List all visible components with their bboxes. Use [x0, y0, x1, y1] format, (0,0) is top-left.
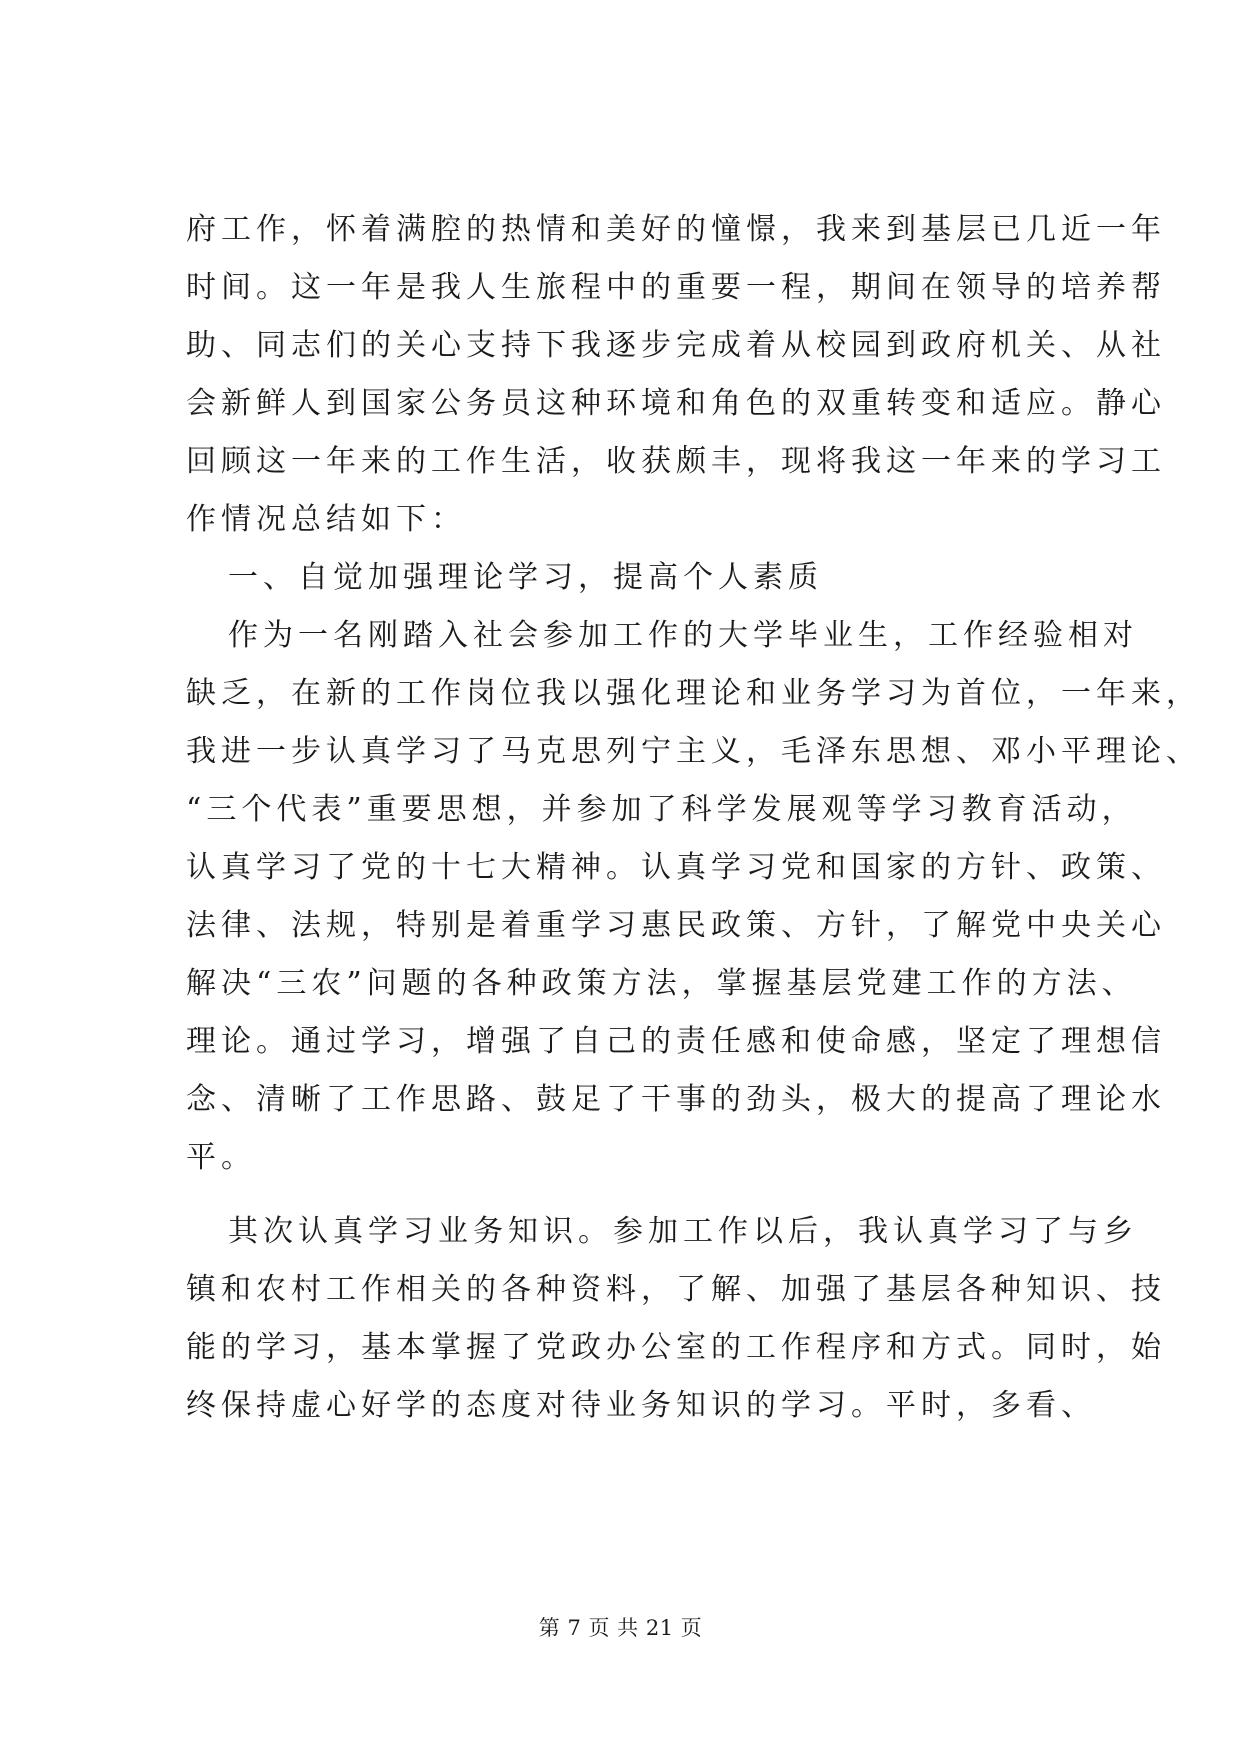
text-line: 作为一名刚踏入社会参加工作的大学毕业生，工作经验相对 [228, 618, 1138, 653]
text-line: 府工作，怀着满腔的热情和美好的憧憬，我来到基层已几近一年 [186, 212, 1166, 247]
text-line: 理论。通过学习，增强了自己的责任感和使命感，坚定了理想信 [186, 1024, 1166, 1059]
text-line: 助、同志们的关心支持下我逐步完成着从校园到政府机关、从社 [186, 328, 1166, 363]
text-line: 作情况总结如下： [186, 502, 466, 537]
text-line: 念、清晰了工作思路、鼓足了干事的劲头，极大的提高了理论水 [186, 1082, 1166, 1117]
text-line: 能的学习，基本掌握了党政办公室的工作程序和方式。同时，始 [186, 1330, 1166, 1365]
text-line: 会新鲜人到国家公务员这种环境和角色的双重转变和适应。静心 [186, 386, 1166, 421]
page-footer: 第 7 页 共 21 页 [538, 1616, 703, 1640]
text-line: “三个代表”重要思想，并参加了科学发展观等学习教育活动， [186, 792, 1137, 827]
section-heading: 一、自觉加强理论学习，提高个人素质 [228, 560, 823, 595]
text-line: 缺乏，在新的工作岗位我以强化理论和业务学习为首位，一年来， [186, 676, 1201, 711]
text-line: 终保持虚心好学的态度对待业务知识的学习。平时，多看、 [186, 1388, 1096, 1423]
text-line: 法律、法规，特别是着重学习惠民政策、方针，了解党中央关心 [186, 908, 1166, 943]
text-line: 回顾这一年来的工作生活，收获颇丰，现将我这一年来的学习工 [186, 444, 1166, 479]
text-line: 其次认真学习业务知识。参加工作以后，我认真学习了与乡 [228, 1214, 1138, 1249]
text-line: 时间。这一年是我人生旅程中的重要一程，期间在领导的培养帮 [186, 270, 1166, 305]
text-line: 我进一步认真学习了马克思列宁主义，毛泽东思想、邓小平理论、 [186, 734, 1201, 769]
text-line: 认真学习了党的十七大精神。认真学习党和国家的方针、政策、 [186, 850, 1166, 885]
text-line: 解决“三农”问题的各种政策方法，掌握基层党建工作的方法、 [186, 966, 1137, 1001]
text-line: 平。 [186, 1140, 256, 1175]
text-line: 镇和农村工作相关的各种资料，了解、加强了基层各种知识、技 [186, 1272, 1166, 1307]
